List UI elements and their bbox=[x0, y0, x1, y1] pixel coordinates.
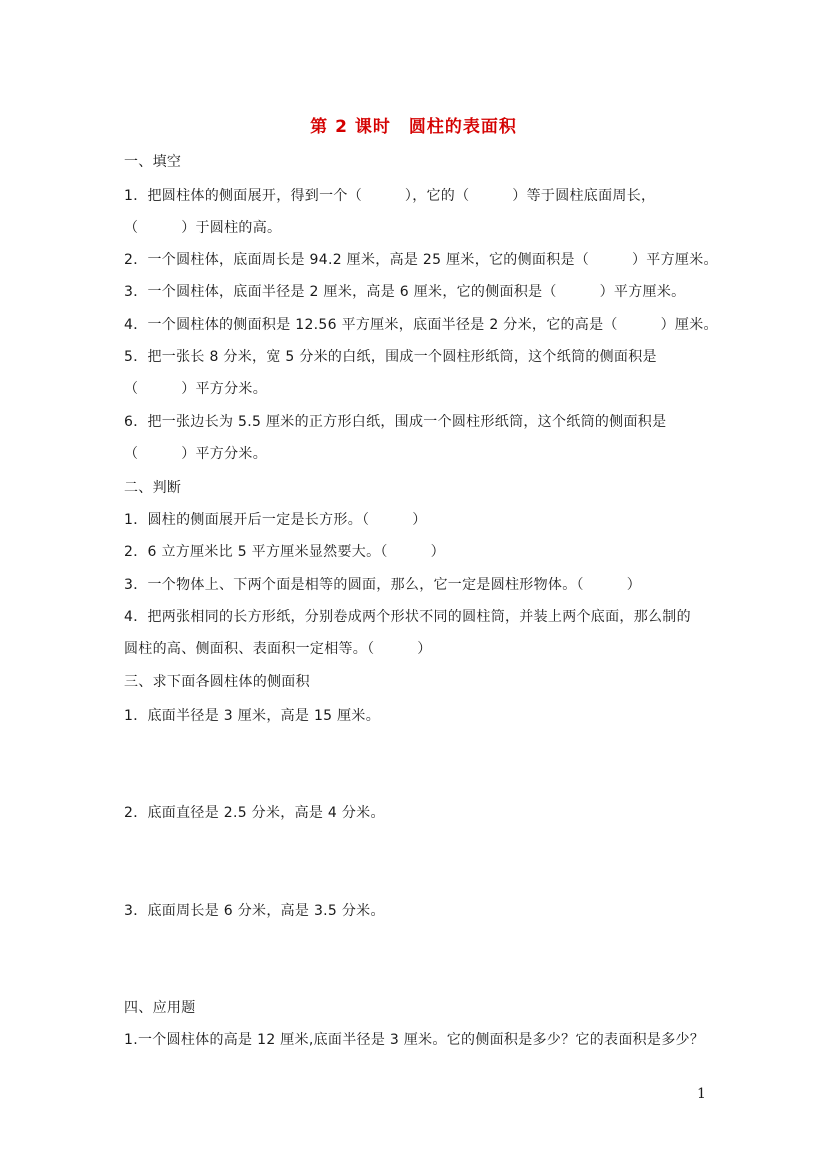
question-1-4: 4．一个圆柱体的侧面积是 12.56 平方厘米，底面半径是 2 分米，它的高是（ ）厘米。 bbox=[124, 317, 718, 333]
question-2-4-line-1: 4．把两张相同的长方形纸，分别卷成两个形状不同的圆柱筒，并装上两个底面，那么制的 bbox=[124, 609, 691, 625]
question-3-3: 3．底面周长是 6 分米，高是 3.5 分米。 bbox=[124, 903, 385, 919]
question-1-6-line-2: （ ）平方分米。 bbox=[124, 446, 267, 462]
question-1-6-line-1: 6．把一张边长为 5.5 厘米的正方形白纸，围成一个圆柱形纸筒，这个纸筒的侧面积是 bbox=[124, 414, 667, 430]
question-2-2: 2．6 立方厘米比 5 平方厘米显然要大。（ ） bbox=[124, 544, 445, 560]
question-1-3: 3．一个圆柱体，底面半径是 2 厘米，高是 6 厘米，它的侧面积是（ ）平方厘米。 bbox=[124, 284, 686, 300]
question-2-4-line-2: 圆柱的高、侧面积、表面积一定相等。（ ） bbox=[124, 641, 432, 657]
question-3-1: 1．底面半径是 3 厘米，高是 15 厘米。 bbox=[124, 708, 381, 724]
section-heading-lateral-area: 三、求下面各圆柱体的侧面积 bbox=[124, 674, 310, 690]
section-heading-fill-blank: 一、填空 bbox=[124, 154, 182, 170]
question-2-1: 1．圆柱的侧面展开后一定是长方形。（ ） bbox=[124, 512, 427, 528]
section-heading-application: 四、应用题 bbox=[124, 1000, 196, 1016]
question-3-2: 2．底面直径是 2.5 分米，高是 4 分米。 bbox=[124, 805, 385, 821]
question-1-5-line-1: 5．把一张长 8 分米，宽 5 分米的白纸，围成一个圆柱形纸筒，这个纸筒的侧面积是 bbox=[124, 349, 657, 365]
question-4-1: 1.一个圆柱体的高是 12 厘米,底面半径是 3 厘米。它的侧面积是多少？它的表面积是多少？ bbox=[124, 1032, 705, 1048]
question-1-2: 2．一个圆柱体，底面周长是 94.2 厘米，高是 25 厘米，它的侧面积是（ ）平方厘米。 bbox=[124, 252, 718, 268]
question-1-5-line-2: （ ）平方分米。 bbox=[124, 381, 267, 397]
question-2-3: 3．一个物体上、下两个面是相等的圆面，那么，它一定是圆柱形物体。（ ） bbox=[124, 577, 642, 593]
question-1-1-line-2: （ ）于圆柱的高。 bbox=[124, 220, 282, 236]
page-number: 1 bbox=[697, 1086, 706, 1102]
page-title: 第 2 课时 圆柱的表面积 bbox=[310, 117, 517, 137]
section-heading-judge: 二、判断 bbox=[124, 480, 182, 496]
question-1-1-line-1: 1．把圆柱体的侧面展开，得到一个（ ），它的（ ）等于圆柱底面周长， bbox=[124, 188, 656, 204]
